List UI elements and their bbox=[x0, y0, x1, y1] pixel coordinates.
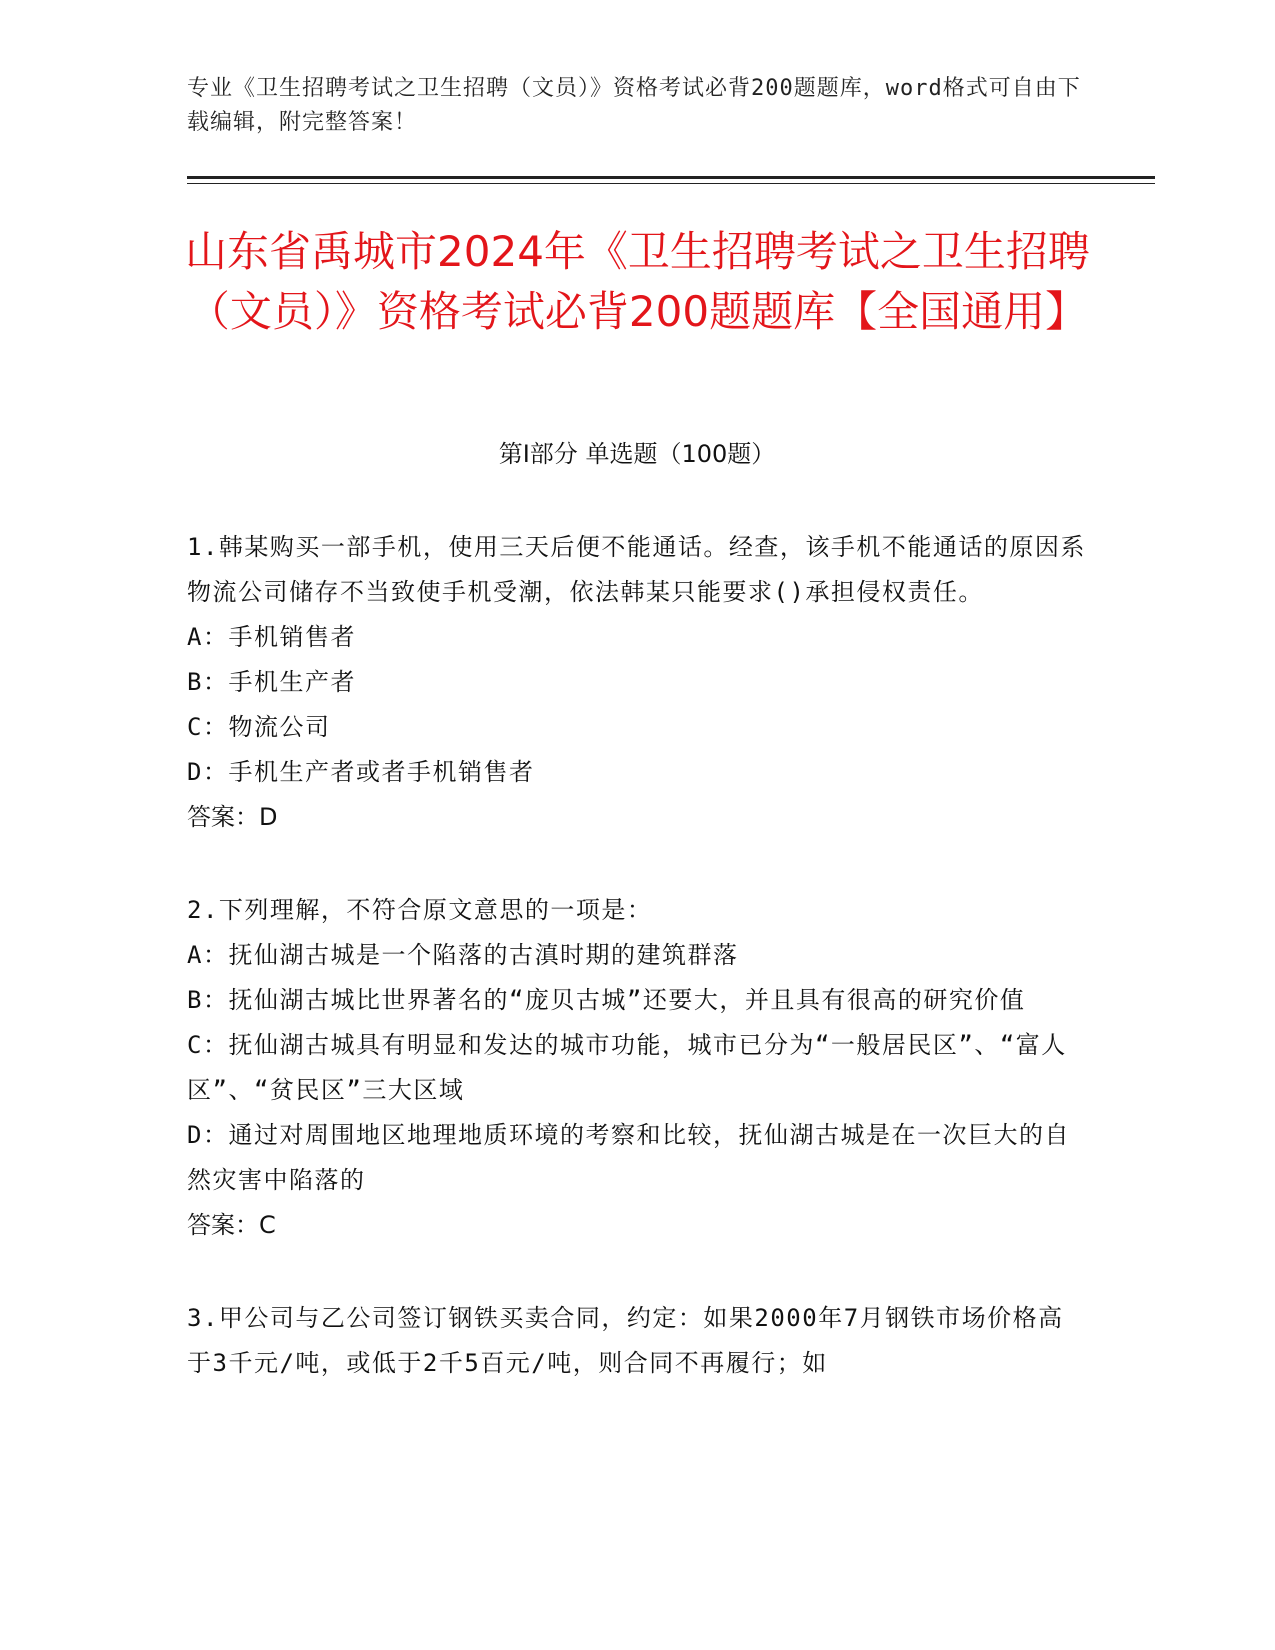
option-a: A：抚仙湖古城是一个陷落的古滇时期的建筑群落 bbox=[187, 941, 739, 969]
option-d: D：手机生产者或者手机销售者 bbox=[187, 758, 535, 786]
option-c: C：抚仙湖古城具有明显和发达的城市功能，城市已分为“一般居民区”、“富人区”、“贫民区”三大区域 bbox=[187, 1031, 1067, 1104]
option-d: D：通过对周围地区地理地质环境的考察和比较，抚仙湖古城是在一次巨大的自然灾害中陷落的 bbox=[187, 1121, 1070, 1194]
question-item bbox=[187, 888, 1087, 1248]
question-list bbox=[187, 525, 1087, 1434]
option-b: B：抚仙湖古城比世界著名的“庞贝古城”还要大，并且具有很高的研究价值 bbox=[187, 986, 1026, 1014]
option-c: C：物流公司 bbox=[187, 713, 331, 741]
option-b: B：手机生产者 bbox=[187, 668, 356, 696]
section-heading: 第Ⅰ部分 单选题（100题） bbox=[498, 440, 776, 468]
option-a: A：手机销售者 bbox=[187, 623, 356, 651]
answer-line: 答案：D bbox=[187, 803, 278, 831]
answer-line: 答案：C bbox=[187, 1211, 276, 1239]
header-divider-thick bbox=[187, 176, 1155, 179]
header-divider-thin bbox=[187, 183, 1155, 184]
question-text: 3.甲公司与乙公司签订钢铁买卖合同，约定：如果2000年7月钢铁市场价格高于3千元/吨，或低于2千5百元/吨，则合同不再履行；如 bbox=[187, 1304, 1064, 1377]
question-item bbox=[187, 525, 1087, 840]
document-title: 山东省禹城市2024年《卫生招聘考试之卫生招聘（文员）》资格考试必背200题题库【全国通用】 bbox=[185, 227, 1090, 336]
question-text: 1.韩某购买一部手机，使用三天后便不能通话。经查，该手机不能通话的原因系物流公司储存不当致使手机受潮，依法韩某只能要求()承担侵权责任。 bbox=[187, 533, 1086, 606]
question-text: 2.下列理解，不符合原文意思的一项是： bbox=[187, 896, 653, 924]
header-note: 专业《卫生招聘考试之卫生招聘（文员）》资格考试必背200题题库，word格式可自由下载编辑，附完整答案！ bbox=[187, 76, 1081, 135]
question-item bbox=[187, 1296, 1087, 1386]
